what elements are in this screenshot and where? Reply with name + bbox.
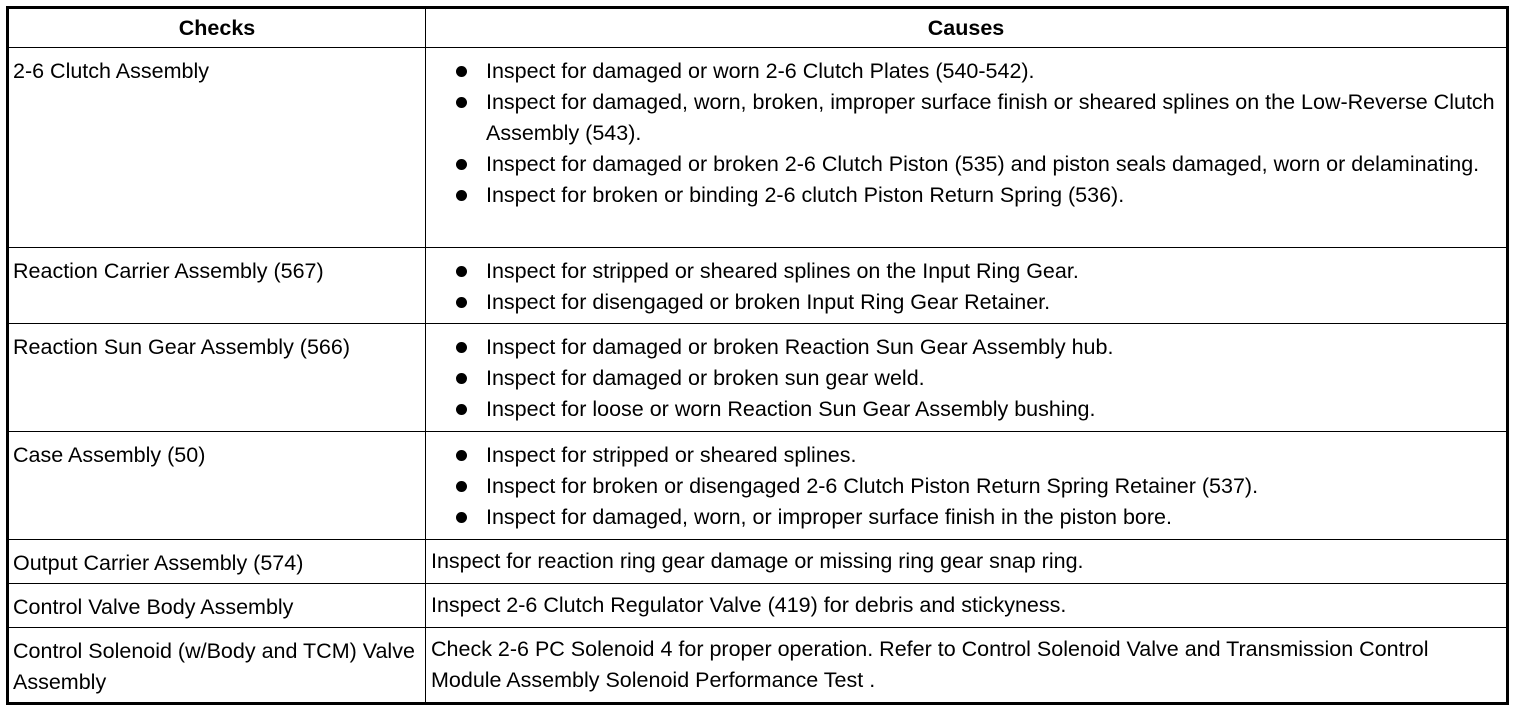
cause-text: Inspect for damaged or broken 2-6 Clutch Piston (535) and piston seals damaged, worn or delaminating. bbox=[486, 152, 1480, 176]
bullet-icon bbox=[456, 66, 467, 77]
check-cell: Control Solenoid (w/Body and TCM) Valve Assembly bbox=[8, 628, 426, 704]
cause-text: Inspect for broken or disengaged 2-6 Clutch Piston Return Spring Retainer (537). bbox=[486, 474, 1259, 498]
cause-item bbox=[456, 471, 1502, 502]
header-causes: Causes bbox=[426, 8, 1508, 48]
table-row bbox=[8, 432, 1508, 540]
cause-text: Inspect for disengaged or broken Input Ring Gear Retainer. bbox=[486, 290, 1051, 314]
check-cell: Control Valve Body Assembly bbox=[8, 584, 426, 628]
causes-cell bbox=[426, 324, 1508, 432]
cause-list bbox=[430, 256, 1502, 318]
cause-list bbox=[430, 56, 1502, 211]
cause-text: Inspect for loose or worn Reaction Sun Gear Assembly bushing. bbox=[486, 397, 1096, 421]
check-cell: Output Carrier Assembly (574) bbox=[8, 540, 426, 584]
bullet-icon bbox=[456, 190, 467, 201]
cause-text: Inspect for damaged or broken sun gear weld. bbox=[486, 366, 925, 390]
cause-text: Inspect for reaction ring gear damage or missing ring gear snap ring. bbox=[426, 540, 1508, 584]
cause-item bbox=[456, 180, 1502, 211]
cause-item bbox=[456, 149, 1502, 180]
table-row bbox=[8, 584, 1508, 628]
cause-item bbox=[456, 394, 1502, 425]
cause-text: Inspect for damaged, worn, broken, improper surface finish or sheared splines on the Low-Reverse Clutch Assembly (543). bbox=[486, 90, 1495, 145]
table-row bbox=[8, 628, 1508, 704]
cause-text: Inspect for damaged, worn, or improper surface finish in the piston bore. bbox=[486, 505, 1172, 529]
diagnostic-table bbox=[6, 6, 1509, 705]
bullet-icon bbox=[456, 481, 467, 492]
causes-cell bbox=[426, 248, 1508, 324]
bullet-icon bbox=[456, 266, 467, 277]
bullet-icon bbox=[456, 373, 467, 384]
bullet-icon bbox=[456, 342, 467, 353]
table-row bbox=[8, 248, 1508, 324]
cause-text: Inspect for damaged or worn 2-6 Clutch Plates (540-542). bbox=[486, 59, 1035, 83]
table-row bbox=[8, 540, 1508, 584]
bullet-icon bbox=[456, 404, 467, 415]
table-row bbox=[8, 324, 1508, 432]
bullet-icon bbox=[456, 159, 467, 170]
bullet-icon bbox=[456, 297, 467, 308]
table-row bbox=[8, 48, 1508, 248]
cause-item bbox=[456, 56, 1502, 87]
cause-text: Inspect for stripped or sheared splines. bbox=[486, 443, 857, 467]
cause-item bbox=[456, 256, 1502, 287]
cause-item bbox=[456, 332, 1502, 363]
bullet-icon bbox=[456, 512, 467, 523]
cause-list bbox=[430, 332, 1502, 425]
causes-cell bbox=[426, 48, 1508, 248]
cause-text: Inspect 2-6 Clutch Regulator Valve (419) for debris and stickyness. bbox=[426, 584, 1508, 628]
cause-item bbox=[456, 440, 1502, 471]
header-checks: Checks bbox=[8, 8, 426, 48]
cause-text: Check 2-6 PC Solenoid 4 for proper operation. Refer to Control Solenoid Valve and Transmission Control Module Assembly Solenoid Performance Test . bbox=[426, 628, 1508, 704]
check-cell: Reaction Carrier Assembly (567) bbox=[8, 248, 426, 324]
header-row bbox=[8, 8, 1508, 48]
cause-text: Inspect for stripped or sheared splines on the Input Ring Gear. bbox=[486, 259, 1079, 283]
cause-list bbox=[430, 440, 1502, 533]
cause-item bbox=[456, 363, 1502, 394]
cause-item bbox=[456, 87, 1502, 149]
cause-item bbox=[456, 502, 1502, 533]
cause-item bbox=[456, 287, 1502, 318]
check-cell: Case Assembly (50) bbox=[8, 432, 426, 540]
check-cell: Reaction Sun Gear Assembly (566) bbox=[8, 324, 426, 432]
cause-text: Inspect for broken or binding 2-6 clutch Piston Return Spring (536). bbox=[486, 183, 1125, 207]
bullet-icon bbox=[456, 450, 467, 461]
check-cell: 2-6 Clutch Assembly bbox=[8, 48, 426, 248]
bullet-icon bbox=[456, 97, 467, 108]
cause-text: Inspect for damaged or broken Reaction Sun Gear Assembly hub. bbox=[486, 335, 1114, 359]
causes-cell bbox=[426, 432, 1508, 540]
